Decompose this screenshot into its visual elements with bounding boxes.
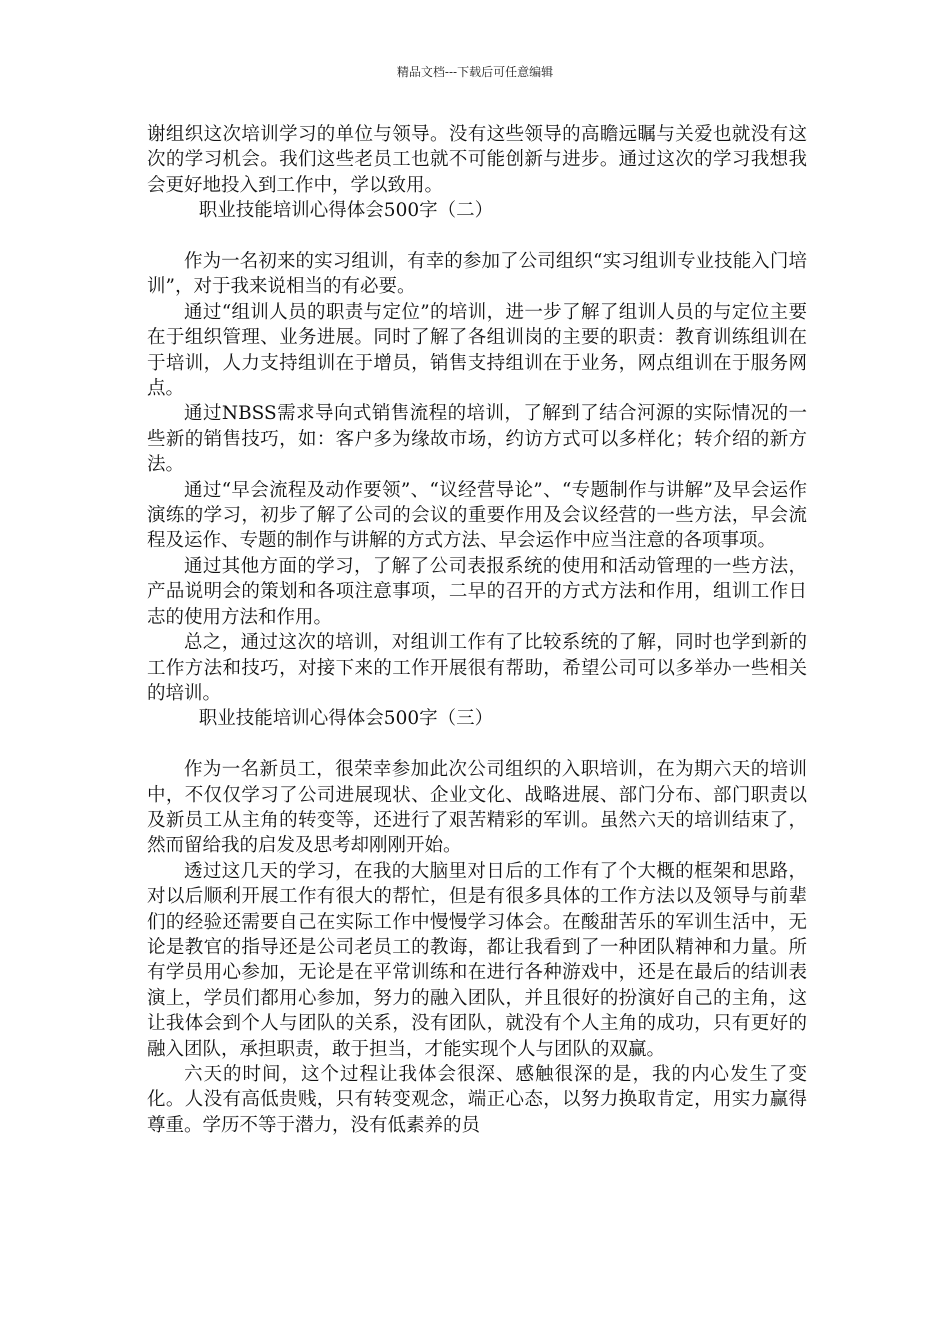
document-body xyxy=(147,122,807,1138)
paragraph: 通过“组训人员的职责与定位”的培训，进一步了解了组训人员的与定位主要在于组织管理、业务进展。同时了解了各组训岗的主要的职责：教育训练组训在于培训，人力支持组训在于增员，销售支持组训在于业务，网点组训在于服务网点。 xyxy=(147,301,807,400)
paragraph: 透过这几天的学习，在我的大脑里对日后的工作有了个大概的框架和思路，对以后顺利开展工作有很大的帮忙，但是有很多具体的工作方法以及领导与前辈们的经验还需要自己在实际工作中慢慢学习体会。在酸甜苦乐的军训生活中，无论是教官的指导还是公司老员工的教诲，都让我看到了一种团队精神和力量。所有学员用心参加，无论是在平常训练和在进行各种游戏中，还是在最后的结训表演上，学员们都用心参加，努力的融入团队，并且很好的扮演好自己的主角，这让我体会到个人与团队的关系，没有团队，就没有个人主角的成功，只有更好的融入团队，承担职责，敢于担当，才能实现个人与团队的双赢。 xyxy=(147,860,807,1060)
paragraph: 通过其他方面的学习，了解了公司表报系统的使用和活动管理的一些方法，产品说明会的策划和各项注意事项，二早的召开的方式方法和作用，组训工作日志的使用方法和作用。 xyxy=(147,555,807,628)
section-heading-3: 职业技能培训心得体会500字（三） xyxy=(198,708,494,730)
blank-line xyxy=(147,224,807,249)
paragraph: 作为一名初来的实习组训，有幸的参加了公司组织“实习组训专业技能入门培训”，对于我来说相当的有必要。 xyxy=(147,251,807,298)
page-header: 精品文档---下载后可任意编辑 xyxy=(396,65,554,79)
section-heading-2: 职业技能培训心得体会500字（二） xyxy=(198,200,494,222)
paragraph: 作为一名新员工，很荣幸参加此次公司组织的入职培训，在为期六天的培训中，不仅仅学习了公司进展现状、企业文化、战略进展、部门分布、部门职责以及新员工从主角的转变等，还进行了艰苦精彩的军训。虽然六天的培训结束了，然而留给我的启发及思考却刚刚开始。 xyxy=(147,759,807,857)
paragraph: 通过“早会流程及动作要领”、“议经营导论”、“专题制作与讲解”及早会运作演练的学习，初步了解了公司的会议的重要作用及会议经营的一些方法，早会流程及运作、专题的制作与讲解的方式方法、早会运作中应当注意的各项事项。 xyxy=(147,479,807,552)
paragraph: 总之，通过这次的培训，对组训工作有了比较系统的了解，同时也学到新的工作方法和技巧，对接下来的工作开展很有帮助，希望公司可以多举办一些相关的培训。 xyxy=(147,632,807,704)
paragraph: 六天的时间，这个过程让我体会很深、感触很深的是，我的内心发生了变化。人没有高低贵贱，只有转变观念，端正心态，以努力换取肯定，用实力赢得尊重。学历不等于潜力，没有低素养的员 xyxy=(147,1064,807,1136)
paragraph: 通过NBSS需求导向式销售流程的培训，了解到了结合河源的实际情况的一些新的销售技巧，如：客户多为缘故市场，约访方式可以多样化；转介绍的新方法。 xyxy=(147,403,807,476)
paragraph-continuation: 谢组织这次培训学习的单位与领导。没有这些领导的高瞻远瞩与关爱也就没有这次的学习机会。我们这些老员工也就不可能创新与进步。通过这次的学习我想我会更好地投入到工作中，学以致用。 xyxy=(147,124,807,196)
blank-line xyxy=(147,732,807,757)
